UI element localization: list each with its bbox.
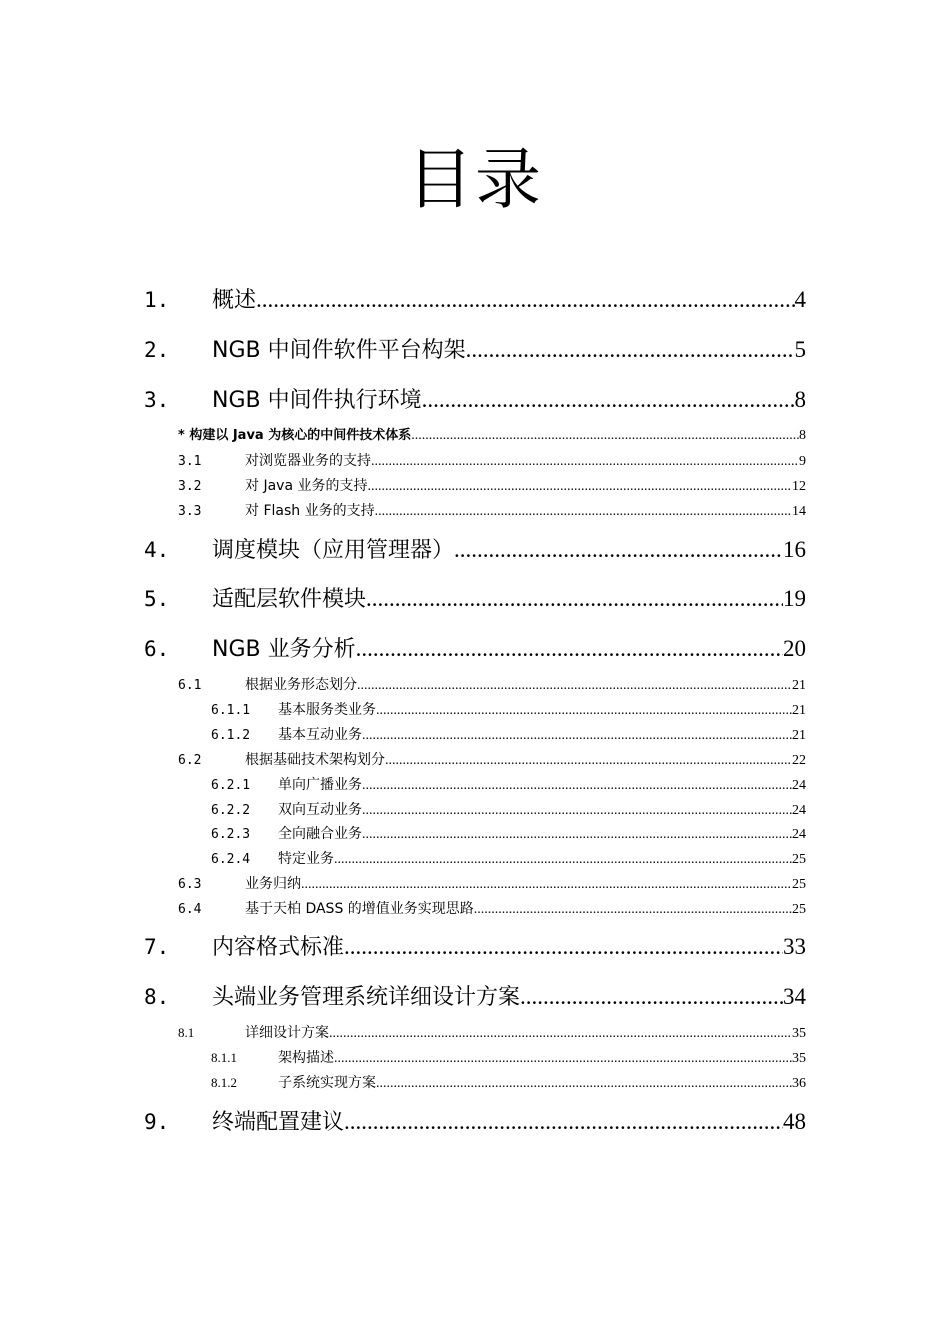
toc-number: 1. [144, 288, 170, 312]
dot-leader [329, 1024, 792, 1044]
toc-entry-6-3[interactable] [178, 874, 806, 895]
toc-page: 25 [792, 877, 806, 892]
toc-entry-3-3[interactable] [178, 501, 806, 522]
page-title: 目录 [407, 141, 543, 218]
toc-number: 6.2.3 [211, 827, 251, 842]
toc-number: 5. [144, 587, 170, 611]
toc-entry-3-2[interactable] [178, 476, 806, 497]
toc-page: 22 [792, 753, 806, 768]
toc-entry-6-2-1[interactable] [211, 775, 806, 796]
dot-leader [371, 452, 799, 472]
toc-number: 6.1 [178, 678, 202, 693]
toc-number: 3.1 [178, 454, 202, 469]
toc-number: 2. [144, 338, 170, 362]
toc-title: NGB 中间件执行环境 [212, 388, 422, 413]
toc-page: 20 [783, 636, 806, 661]
toc-number: 6.2.4 [211, 852, 251, 867]
dot-leader [344, 1107, 783, 1137]
toc-number: 6. [144, 637, 170, 661]
dot-leader [422, 385, 795, 415]
toc-entry-6-4[interactable] [178, 899, 806, 920]
toc-title: 对浏览器业务的支持 [245, 453, 371, 469]
toc-title: 根据业务形态划分 [245, 677, 357, 693]
toc-entry-8[interactable] [144, 982, 806, 1013]
dot-leader [385, 751, 792, 771]
toc-number: 6.1.1 [211, 703, 251, 718]
toc-entry-7[interactable] [144, 932, 806, 963]
toc-page: 34 [783, 984, 806, 1009]
dot-leader [362, 801, 792, 821]
toc-page: 8 [799, 428, 806, 443]
toc-title: 终端配置建议 [212, 1110, 345, 1135]
toc-number: 6.4 [178, 902, 202, 917]
toc-title: 架构描述 [278, 1051, 334, 1066]
toc-number: 3.3 [178, 504, 202, 519]
toc-page: 12 [792, 479, 806, 494]
toc-entry-6-2[interactable] [178, 750, 806, 771]
dot-leader [520, 982, 783, 1012]
toc-page: 21 [792, 678, 806, 693]
toc-page: 48 [783, 1109, 806, 1134]
toc-page: 25 [792, 852, 806, 867]
toc-entry-6-2-4[interactable] [211, 849, 806, 870]
toc-title: 特定业务 [278, 851, 334, 867]
toc-number: 4. [144, 538, 170, 562]
toc-page: 25 [792, 902, 806, 917]
toc-entry-6-2-2[interactable] [211, 800, 806, 821]
toc-page: 24 [792, 778, 806, 793]
toc-entry-8-1-1[interactable] [211, 1048, 806, 1069]
toc-title: NGB 中间件软件平台构架 [212, 338, 466, 363]
toc-entry-8-1[interactable] [178, 1023, 806, 1044]
toc-page: 33 [783, 934, 806, 959]
toc-entry-2[interactable] [144, 335, 806, 366]
toc-entry-6-1-2[interactable] [211, 725, 806, 746]
toc-title: 对 Java 业务的支持 [245, 478, 368, 494]
toc-number: 3. [144, 388, 170, 412]
dot-leader [362, 825, 792, 845]
toc-title: 双向互动业务 [278, 802, 362, 818]
toc-title: 全向融合业务 [278, 826, 362, 842]
dot-leader [376, 701, 792, 721]
toc-entry-6-1[interactable] [178, 675, 806, 696]
dot-leader [334, 1049, 792, 1069]
toc-number: 8.1 [178, 1025, 195, 1040]
toc-title: 单向广播业务 [278, 777, 362, 793]
dot-leader [362, 726, 792, 746]
toc-number: 7. [144, 935, 170, 959]
toc-page: 5 [794, 337, 806, 362]
toc-entry-6[interactable] [144, 634, 806, 665]
dot-leader [367, 477, 792, 497]
toc-entry-3-1[interactable] [178, 451, 806, 472]
toc-title: 基于天柏 DASS 的增值业务实现思路 [245, 901, 474, 917]
toc-number: 9. [144, 1110, 170, 1134]
toc-title: 根据基础技术架构划分 [245, 752, 385, 768]
toc-title: 调度模块（应用管理器） [212, 538, 455, 563]
toc-number: 6.3 [178, 877, 202, 892]
toc-page: 16 [783, 537, 806, 562]
dot-leader [474, 900, 792, 920]
toc-title: 对 Flash 业务的支持 [245, 503, 375, 519]
toc-title: 子系统实现方案 [278, 1076, 376, 1091]
toc-number: 8. [144, 985, 170, 1009]
dot-leader [334, 850, 792, 870]
toc-entry-1[interactable] [144, 285, 806, 316]
toc-page: 21 [792, 728, 806, 743]
toc-title: 详细设计方案 [245, 1026, 329, 1041]
toc-number: 6.1.2 [211, 728, 251, 743]
toc-entry-9[interactable] [144, 1107, 806, 1138]
toc-title: 头端业务管理系统详细设计方案 [212, 985, 521, 1010]
toc-page: 19 [783, 586, 806, 611]
dot-leader [375, 502, 792, 522]
dot-leader [344, 932, 783, 962]
toc-entry-3[interactable] [144, 385, 806, 416]
toc-title: NGB 业务分析 [212, 637, 356, 662]
toc-entry-8-1-2[interactable] [211, 1073, 806, 1094]
toc-entry-star[interactable] [178, 426, 806, 446]
toc-page: 24 [792, 827, 806, 842]
toc-number: 6.2.2 [211, 803, 251, 818]
dot-leader [362, 776, 792, 796]
toc-title: 基本互动业务 [278, 727, 362, 743]
toc-title: * 构建以 Java 为核心的中间件技术体系 [178, 428, 412, 443]
toc-page: 36 [792, 1076, 806, 1091]
dot-leader [256, 285, 794, 315]
dot-leader [376, 1074, 792, 1094]
toc-title: 业务归纳 [245, 876, 301, 892]
toc-page: 9 [799, 454, 806, 469]
toc-entry-4[interactable] [144, 535, 806, 566]
toc-entry-6-1-1[interactable] [211, 700, 806, 721]
toc-number: 3.2 [178, 479, 202, 494]
toc-page: 24 [792, 803, 806, 818]
toc-number: 6.2 [178, 753, 202, 768]
dot-leader [366, 584, 783, 614]
dot-leader [356, 634, 783, 664]
toc-page: 8 [794, 387, 806, 412]
dot-leader [301, 875, 792, 895]
toc-page: 35 [792, 1026, 806, 1041]
toc-number: 6.2.1 [211, 778, 251, 793]
toc-title: 概述 [212, 288, 257, 313]
toc-entry-5[interactable] [144, 584, 806, 615]
toc-page: 21 [792, 703, 806, 718]
toc-number: 8.1.2 [211, 1075, 237, 1090]
toc-page: 35 [792, 1051, 806, 1066]
toc-title: 适配层软件模块 [212, 587, 367, 612]
toc-page: 4 [794, 287, 806, 312]
dot-leader [357, 676, 792, 696]
toc-title: 内容格式标准 [212, 935, 345, 960]
dot-leader [466, 335, 795, 365]
dot-leader [454, 535, 783, 565]
toc-entry-6-2-3[interactable] [211, 824, 806, 845]
toc-title: 基本服务类业务 [278, 702, 376, 718]
toc-page: 14 [792, 504, 806, 519]
dot-leader [411, 426, 799, 446]
toc-number: 8.1.1 [211, 1050, 237, 1065]
